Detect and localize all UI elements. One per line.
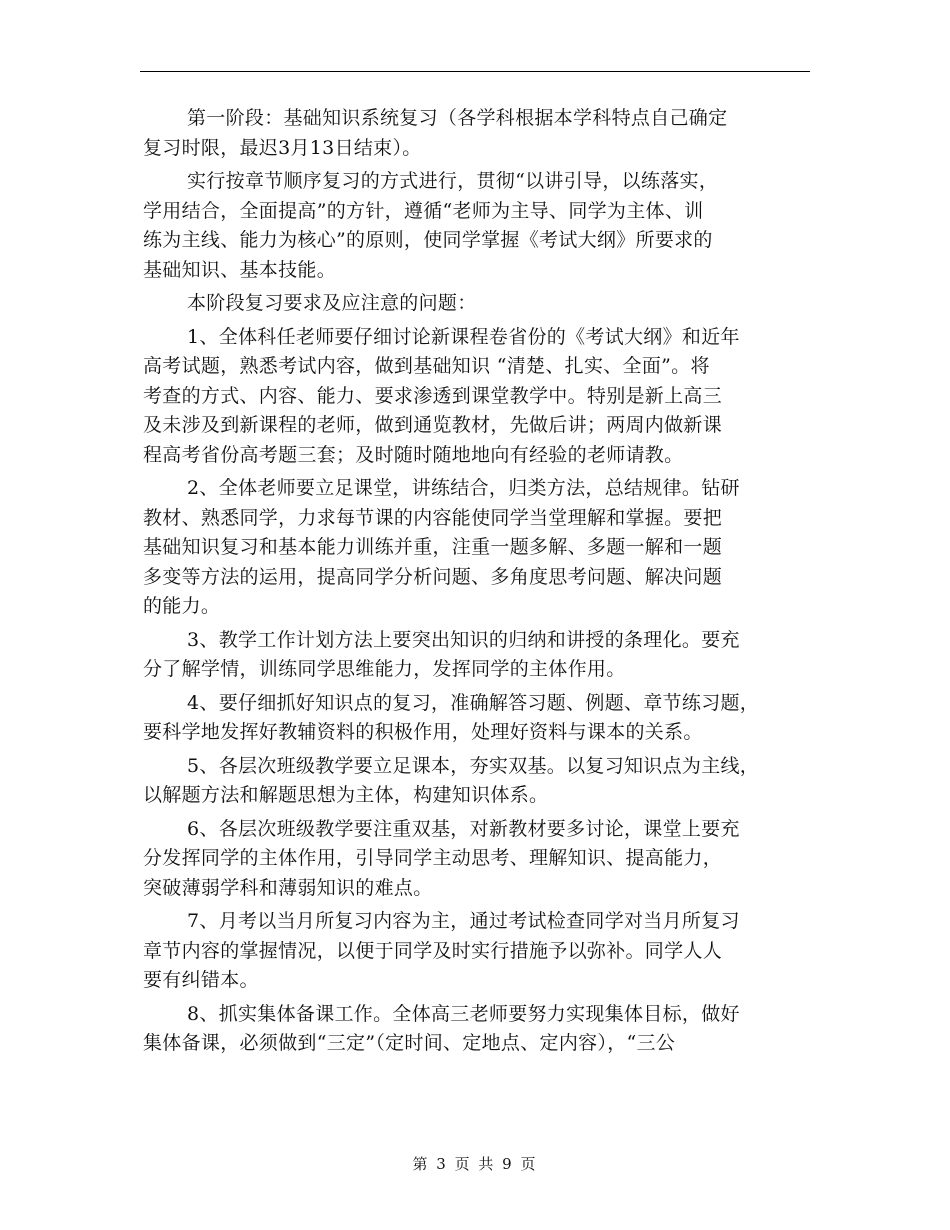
paragraph-line: 分了解学情，训练同学思维能力，发挥同学的主体作用。 bbox=[143, 658, 626, 680]
paragraph bbox=[143, 323, 813, 471]
paragraph-line: 分发挥同学的主体作用，引导同学主动思考、理解知识、提高能力， bbox=[143, 847, 723, 869]
paragraph bbox=[143, 752, 813, 811]
paragraph-line: 7、月考以当月所复习内容为主，通过考试检查同学对当月所复习 bbox=[187, 910, 740, 932]
paragraph bbox=[143, 474, 813, 622]
paragraph-line: 突破薄弱学科和薄弱知识的难点。 bbox=[143, 876, 433, 899]
paragraph bbox=[143, 104, 813, 163]
paragraph-line: 学用结合，全面提高”的方针，遵循“老师为主导、同学为主体、训 bbox=[143, 199, 704, 222]
paragraph-line: 实行按章节顺序复习的方式进行，贯彻“以讲引导，以练落实， bbox=[187, 170, 719, 192]
header-rule bbox=[140, 71, 810, 72]
paragraph-line: 2、全体老师要立足课堂，讲练结合，归类方法，总结规律。钻研 bbox=[187, 477, 740, 499]
paragraph-line: 练为主线、能力为核心”的原则，使同学掌握《考试大纲》所要求的 bbox=[143, 229, 713, 251]
paragraph-line: 复习时限，最迟3月13日结束）。 bbox=[143, 136, 422, 159]
document-body bbox=[143, 104, 813, 1063]
paragraph-line: 要科学地发挥好教辅资料的积极作用，处理好资料与课本的关系。 bbox=[143, 721, 703, 743]
paragraph-line: 的能力。 bbox=[143, 595, 221, 617]
paragraph bbox=[143, 907, 813, 996]
page-footer: 第 3 页 共 9 页 bbox=[412, 1155, 538, 1173]
paragraph-line: 集体备课，必须做到“三定”（定时间、定地点、定内容），“三公 bbox=[143, 1032, 676, 1054]
paragraph-line: 3、教学工作计划方法上要突出知识的归纳和讲授的条理化。要充 bbox=[187, 628, 740, 651]
paragraph-line: 程高考省份高考题三套；及时随时随地地向有经验的老师请教。 bbox=[143, 443, 684, 466]
paragraph bbox=[143, 1000, 813, 1059]
paragraph-line: 6、各层次班级教学要注重双基，对新教材要多讨论，课堂上要充 bbox=[187, 817, 740, 840]
paragraph-line: 本阶段复习要求及应注意的问题： bbox=[187, 292, 477, 314]
paragraph-line: 章节内容的掌握情况，以便于同学及时实行措施予以弥补。同学人人 bbox=[143, 939, 723, 962]
paragraph-line: 基础知识、基本技能。 bbox=[143, 258, 337, 281]
paragraph-line: 以解题方法和解题思想为主体，构建知识体系。 bbox=[143, 784, 549, 806]
paragraph-line: 第一阶段：基础知识系统复习（各学科根据本学科特点自己确定 bbox=[187, 107, 728, 129]
paragraph bbox=[143, 167, 813, 285]
paragraph-line: 5、各层次班级教学要立足课本，夯实双基。以复习知识点为主线， bbox=[187, 754, 760, 777]
paragraph bbox=[143, 289, 813, 319]
paragraph-line: 及未涉及到新课程的老师，做到通览教材，先做后讲；两周内做新课 bbox=[143, 414, 723, 436]
paragraph bbox=[143, 626, 813, 685]
paragraph-line: 4、要仔细抓好知识点的复习，准确解答习题、例题、章节练习题， bbox=[187, 691, 760, 714]
paragraph-line: 基础知识复习和基本能力训练并重，注重一题多解、多题一解和一题 bbox=[143, 536, 723, 558]
paragraph-line: 8、抓实集体备课工作。全体高三老师要努力实现集体目标，做好 bbox=[187, 1002, 740, 1025]
paragraph-line: 1、全体科任老师要仔细讨论新课程卷省份的《考试大纲》和近年 bbox=[187, 325, 740, 348]
paragraph bbox=[143, 689, 813, 748]
paragraph-line: 高考试题，熟悉考试内容，做到基础知识 “清楚、扎实、全面”。将 bbox=[143, 355, 710, 377]
paragraph-line: 考查的方式、内容、能力、要求渗透到课堂教学中。特别是新上高三 bbox=[143, 384, 723, 407]
paragraph-line: 要有纠错本。 bbox=[143, 969, 259, 991]
paragraph-line: 多变等方法的运用，提高同学分析问题、多角度思考问题、解决问题 bbox=[143, 565, 723, 588]
paragraph-line: 教材、熟悉同学，力求每节课的内容能使同学当堂理解和掌握。要把 bbox=[143, 506, 723, 529]
paragraph bbox=[143, 815, 813, 904]
